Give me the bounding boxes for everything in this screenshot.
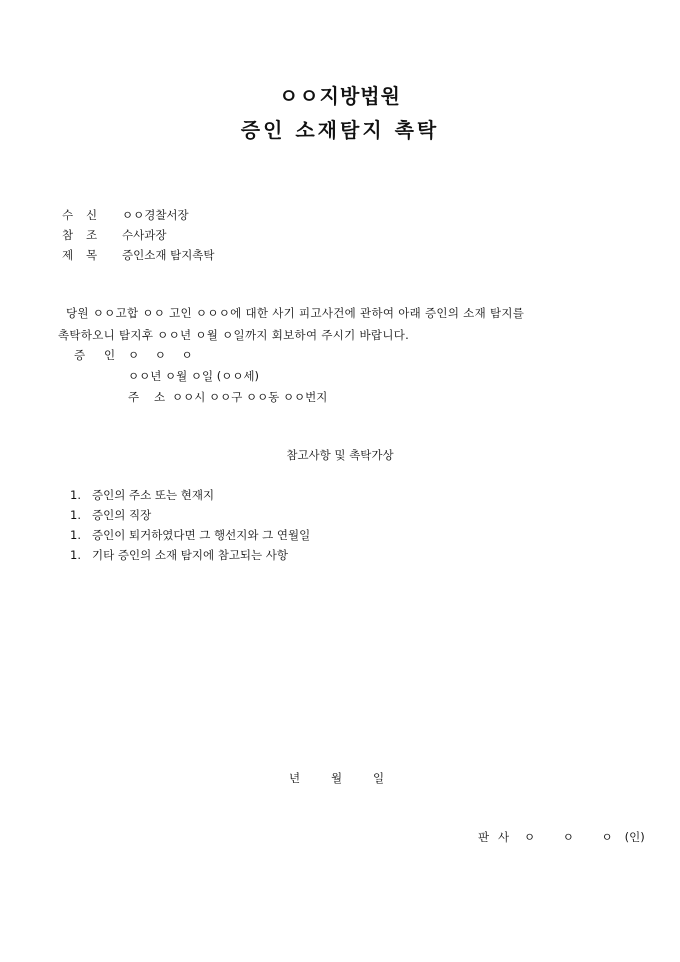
reference-label — [62, 227, 110, 243]
recipient-label-char-2: 신 — [86, 208, 98, 222]
witness-address: ㅇㅇ시 ㅇㅇ구 ㅇㅇ동 ㅇㅇ번지 — [172, 390, 328, 404]
body-text-line-2: 촉탁하오니 탐지후 ㅇㅇ년 ㅇ월 ㅇ일까지 회보하여 주시기 바랍니다. — [58, 328, 410, 342]
list-item-number: 1. — [70, 508, 81, 522]
list-item — [70, 487, 214, 503]
date-month-label: 월 — [331, 771, 343, 785]
list-item-text: 증인의 주소 또는 현재지 — [92, 488, 215, 502]
list-item-number: 1. — [70, 488, 81, 502]
judge-label-char-1: 판 — [478, 830, 490, 844]
judge-label-char-2: 사 — [498, 830, 510, 844]
list-item-text: 증인이 퇴거하였다면 그 행선지와 그 연월일 — [92, 528, 311, 542]
date-year-label: 년 — [289, 771, 301, 785]
witness-label-char-1: 증 — [74, 348, 86, 362]
date-day-label: 일 — [373, 771, 385, 785]
judge-name: ㅇ ㅇ ㅇ — [524, 830, 625, 844]
list-item-number: 1. — [70, 548, 81, 562]
reference-label-char-1: 참 — [62, 228, 74, 242]
judge-signature-line — [478, 829, 645, 845]
reference-section-title: 참고사항 및 촉탁가상 — [286, 448, 394, 462]
reference-value: 수사과장 — [122, 228, 167, 242]
list-item-number: 1. — [70, 528, 81, 542]
document-date — [289, 770, 415, 786]
judge-seal: (인) — [624, 830, 645, 844]
judge-label — [478, 830, 518, 844]
witness-label-char-2: 인 — [104, 348, 116, 362]
list-item-text: 증인의 직장 — [92, 508, 152, 522]
recipient-value: ㅇㅇ경찰서장 — [122, 208, 189, 222]
address-label-char-1: 주 — [128, 390, 140, 404]
witness-label — [74, 347, 134, 363]
list-item — [70, 507, 151, 523]
list-item — [70, 527, 310, 543]
subject-label-char-2: 목 — [86, 248, 98, 262]
recipient-label-char-1: 수 — [62, 208, 74, 222]
subject-value: 증인소재 탐지촉탁 — [122, 248, 215, 262]
document-title: 증인 소재탐지 촉탁 — [240, 118, 440, 142]
witness-birth-date: ㅇㅇ년 ㅇ월 ㅇ일 (ㅇㅇ세) — [128, 369, 260, 383]
subject-label-char-1: 제 — [62, 248, 74, 262]
body-text-line-1: 당원 ㅇㅇ고합 ㅇㅇ 고인 ㅇㅇㅇ에 대한 사기 피고사건에 관하여 아래 증인의 소재 탐지를 — [66, 306, 525, 320]
subject-label — [62, 247, 110, 263]
court-name: ㅇㅇ지방법원 — [279, 84, 401, 108]
reference-label-char-2: 조 — [86, 228, 98, 242]
witness-name: ㅇ ㅇ ㅇ — [128, 348, 199, 362]
address-label-char-2: 소 — [154, 390, 166, 404]
recipient-label — [62, 207, 110, 223]
list-item — [70, 547, 288, 563]
list-item-text: 기타 증인의 소재 탐지에 참고되는 사항 — [92, 548, 289, 562]
